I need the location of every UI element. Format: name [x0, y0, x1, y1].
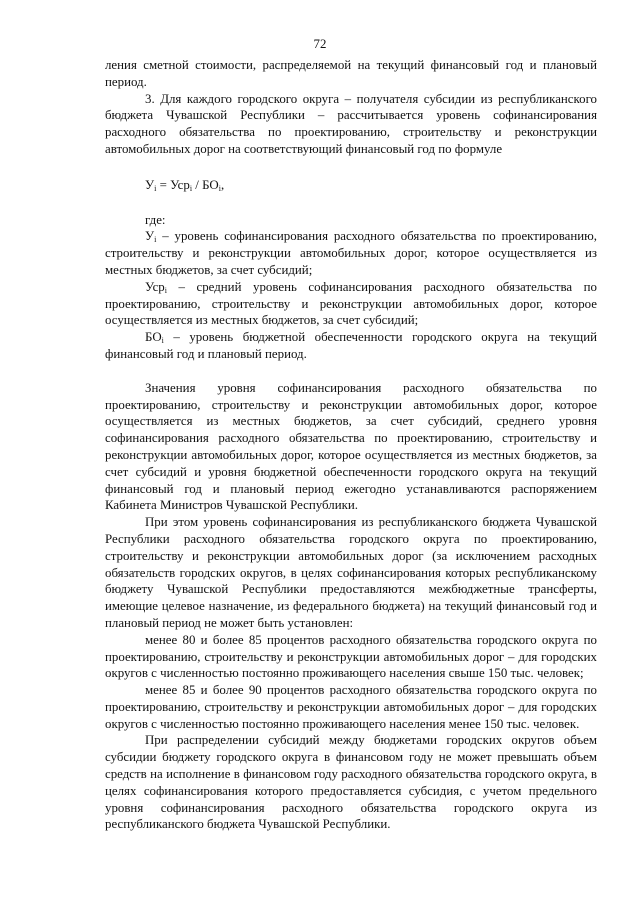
def3-symbol: БО — [145, 330, 162, 345]
definition-bo — [105, 329, 597, 363]
definition-usr — [105, 279, 597, 329]
def2-sub: i — [164, 285, 167, 295]
formula-end: , — [220, 177, 225, 192]
formula-lhs-sub: i — [154, 183, 157, 193]
def1-text: – уровень софинансирования расходного обязательства по проектированию, строительству и реконструкции автомобильных дорог, которое осуществляется из местных бюджетов, за счет субсидий; — [105, 229, 597, 277]
paragraph-continuation: ления сметной стоимости, распределяемой на текущий финансовый год и плановый период. — [105, 58, 597, 89]
document-page — [105, 38, 597, 833]
def2-symbol: Уср — [145, 279, 165, 294]
formula — [105, 177, 597, 194]
where-label: где: — [145, 212, 166, 227]
paragraph-item-3: 3. Для каждого городского округа – получателя субсидии из республиканского бюджета Чувашской Республики – рассчитывается уровень софинансирования расходного обязательства по проектированию, строительству и реконструкции автомобильных дорог на соответствующий финансовый год по формуле — [105, 91, 597, 156]
paragraph-limit-under-150: менее 85 и более 90 процентов расходного обязательства городского округа по проектированию, строительству и реконструкции автомобильных дорог – для городских округов с численностью постоянно проживающего населения менее 150 тыс. человек. — [105, 683, 597, 731]
def1-sub: i — [154, 235, 157, 245]
definition-u — [105, 228, 597, 278]
formula-rhs-sub: i — [218, 183, 221, 193]
def3-sub: i — [161, 336, 164, 346]
paragraph-limits: При этом уровень софинансирования из республиканского бюджета Чувашской Республики расходного обязательства городского округа по проектированию, строительству и реконструкции автомобильных дорог (за исключением расходных обязательств городских округов, в целях софинансирования которых республиканскому бюджету Чувашской Республики предоставляются межбюджетные трансферты, имеющие целевое назначение, из федерального бюджета) на текущий финансовый год и плановый период не может быть установлен: — [105, 515, 597, 630]
formula-lhs: У — [145, 177, 155, 192]
formula-div: / БО — [192, 177, 219, 192]
paragraph-values: Значения уровня софинансирования расходного обязательства по проектированию, строительству и реконструкции автомобильных дорог, которое осуществляется из местных бюджетов, за счет субсидий, среднего уровня софинансирования расходного обязательства по проектированию, строительству и реконструкции автомобильных дорог, которое осуществляется из местных бюджетов, за счет субсидий и уровня бюджетной обеспеченности городского округа на текущий финансовый год и плановый период ежегодно устанавливаются распоряжением Кабинета Министров Чувашской Республики. — [105, 380, 597, 513]
page-number: 72 — [313, 37, 327, 51]
def2-text: – средний уровень софинансирования расходного обязательства по проектированию, строительству и реконструкции автомобильных дорог, которое осуществляется из местных бюджетов, за счет субсидий; — [105, 279, 597, 328]
def1-symbol: У — [145, 229, 155, 244]
def3-text: – уровень бюджетной обеспеченности городского округа на текущий финансовый год и плановый период. — [105, 330, 597, 361]
paragraph-distribution: При распределении субсидий между бюджетами городских округов объем субсидии бюджету городского округа в финансовом году не может превышать объем средств на исполнение в финансовом году расходного обязательства городского округа, в целях софинансирования которого предоставляется субсидия, с учетом предельного уровня софинансирования расходного обязательства городского округа из республиканского бюджета Чувашской Республики. — [105, 733, 597, 832]
formula-mid-sub: i — [189, 183, 193, 193]
formula-eq: = Уср — [156, 177, 190, 192]
paragraph-limit-over-150: менее 80 и более 85 процентов расходного обязательства городского округа по проектированию, строительству и реконструкции автомобильных дорог – для городских округов с численностью постоянно проживающего населения свыше 150 тыс. человек; — [105, 632, 597, 681]
